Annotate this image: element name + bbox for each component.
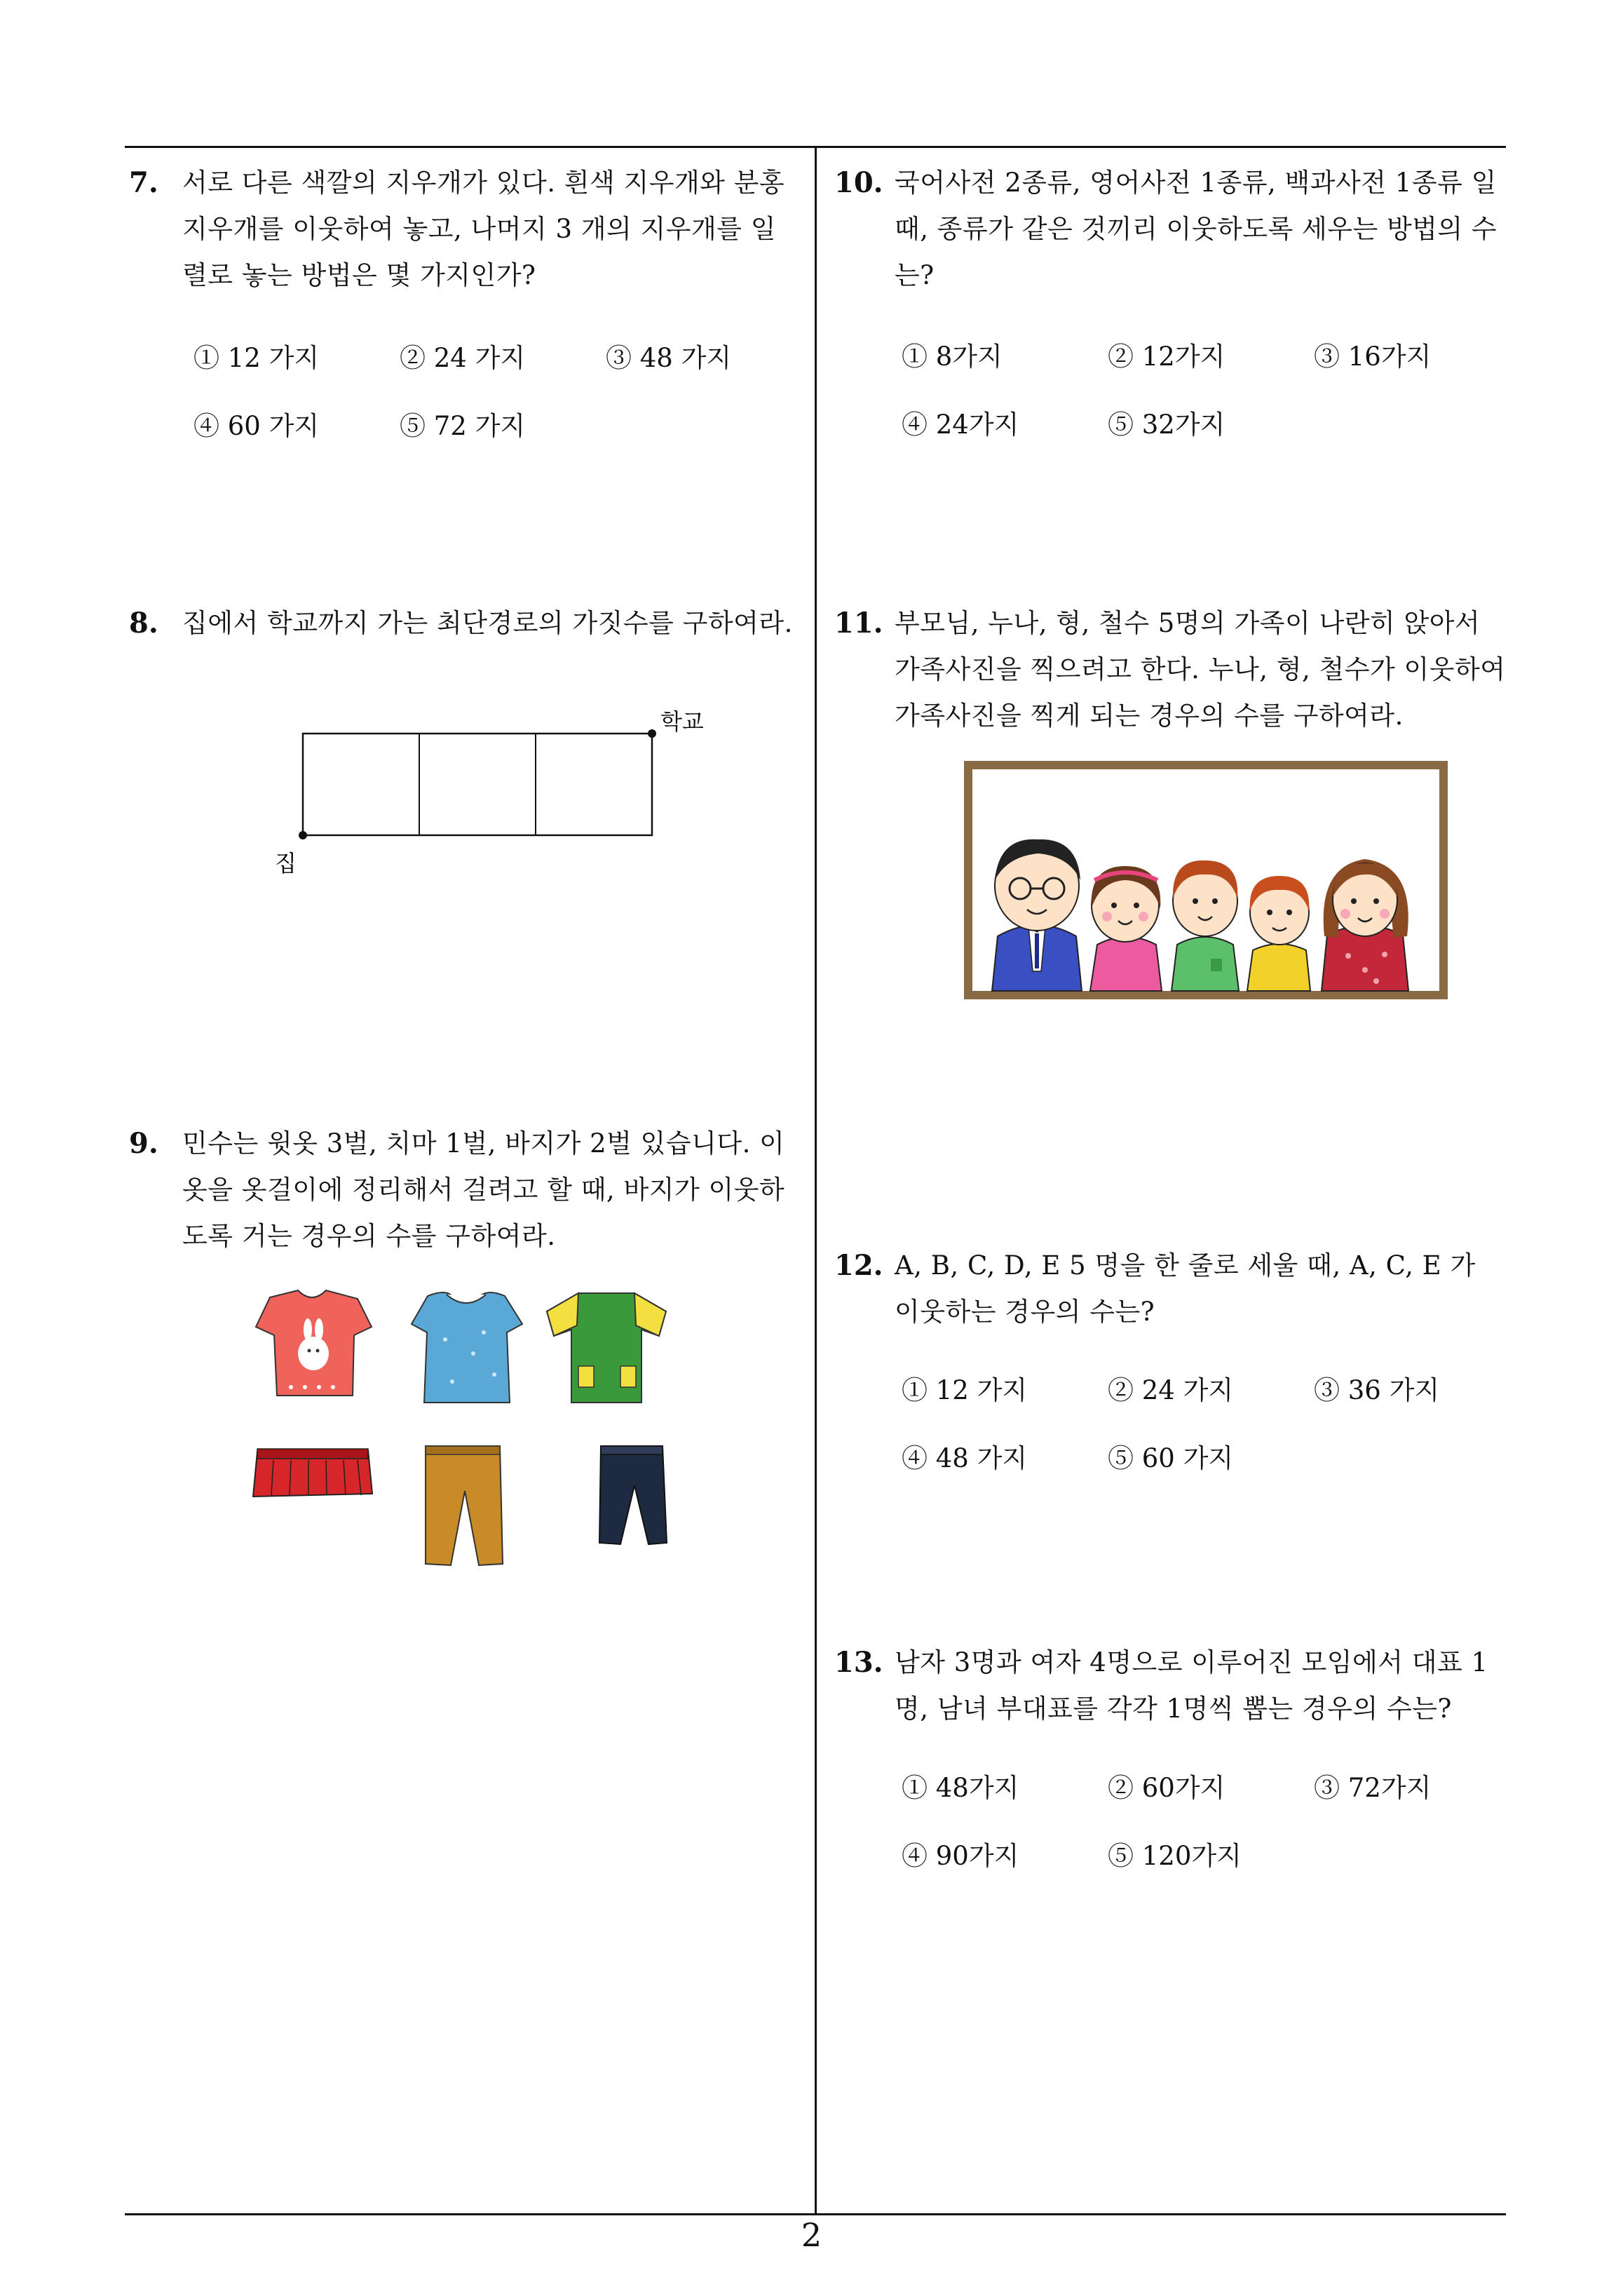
problem-7 xyxy=(129,160,802,468)
clothes-illustration xyxy=(242,1283,747,1578)
choice-5[interactable]: ⑤ 120가지 xyxy=(1108,1841,1242,1871)
problem-number: 7. xyxy=(129,166,158,199)
problem-number: 13. xyxy=(834,1646,883,1679)
problem-12 xyxy=(834,1243,1507,1509)
bottom-rule xyxy=(125,2213,1506,2215)
problem-10 xyxy=(834,160,1507,468)
choice-2[interactable]: ② 24 가지 xyxy=(1108,1375,1234,1405)
choice-1[interactable]: ① 12 가지 xyxy=(193,343,320,373)
red-skirt-image xyxy=(253,1449,372,1497)
problem-stem: 남자 3명과 여자 4명으로 이루어진 모임에서 대표 1 명, 남녀 부대표를 각각 1명씩 뽑는 경우의 수는? xyxy=(895,1647,1488,1724)
green-top-image xyxy=(547,1293,666,1403)
problem-stem: 집에서 학교까지 가는 최단경로의 가짓수를 구하여라. xyxy=(182,608,793,638)
problem-11 xyxy=(834,600,1507,755)
shortest-path-grid xyxy=(266,701,729,884)
problem-13 xyxy=(834,1640,1507,1906)
problem-stem: 서로 다른 색깔의 지우개가 있다. 흰색 지우개와 분홍 지우개를 이웃하여 놓고, 나머지 3 개의 지우개를 일 렬로 놓는 방법은 몇 가지인가? xyxy=(182,168,785,290)
choice-3[interactable]: ③ 48 가지 xyxy=(606,343,732,373)
choice-2[interactable]: ② 12가지 xyxy=(1108,342,1225,372)
choice-1[interactable]: ① 48가지 xyxy=(902,1773,1019,1803)
school-label: 학교 xyxy=(660,708,704,735)
choice-4[interactable]: ④ 60 가지 xyxy=(193,411,320,441)
problem-number: 11. xyxy=(834,607,883,640)
school-point xyxy=(648,729,656,738)
choice-2[interactable]: ② 24 가지 xyxy=(400,343,526,373)
red-shirt-image xyxy=(256,1290,372,1396)
father-figure xyxy=(992,839,1082,991)
mother-figure xyxy=(1322,859,1408,991)
choice-1[interactable]: ① 8가지 xyxy=(902,342,1003,372)
choice-1[interactable]: ① 12 가지 xyxy=(902,1375,1028,1405)
choice-4[interactable]: ④ 24가지 xyxy=(902,410,1019,440)
sister-figure xyxy=(1090,866,1162,991)
grid-outline xyxy=(303,734,652,835)
choice-2[interactable]: ② 60가지 xyxy=(1108,1773,1225,1803)
dark-jeans-image xyxy=(599,1446,667,1544)
problem-number: 10. xyxy=(834,166,883,199)
choice-5[interactable]: ⑤ 32가지 xyxy=(1108,410,1225,440)
choice-3[interactable]: ③ 16가지 xyxy=(1314,342,1432,372)
home-point xyxy=(299,831,307,839)
choice-4[interactable]: ④ 48 가지 xyxy=(902,1443,1028,1473)
family-photo-illustration xyxy=(964,761,1448,999)
problem-stem: A, B, C, D, E 5 명을 한 줄로 세울 때, A, C, E 가 이웃하는 경우의 수는? xyxy=(895,1250,1476,1327)
problem-stem: 민수는 윗옷 3벌, 치마 1벌, 바지가 2벌 있습니다. 이 옷을 옷걸이에 정리해서 걸려고 할 때, 바지가 이웃하 도록 거는 경우의 수를 구하여라. xyxy=(182,1128,785,1251)
choice-3[interactable]: ③ 36 가지 xyxy=(1314,1375,1440,1405)
choice-4[interactable]: ④ 90가지 xyxy=(902,1841,1019,1871)
blue-blouse-image xyxy=(412,1292,522,1403)
problem-stem: 부모님, 누나, 형, 철수 5명의 가족이 나란히 앉아서 가족사진을 찍으려고 한다. 누나, 형, 철수가 이웃하여 가족사진을 찍게 되는 경우의 수를 구하여라. xyxy=(895,608,1506,731)
problem-9 xyxy=(129,1121,802,1275)
page-number: 2 xyxy=(801,2216,822,2254)
cheolsu-figure xyxy=(1247,876,1310,991)
problem-number: 12. xyxy=(834,1249,883,1282)
brother-figure xyxy=(1172,860,1239,991)
choice-5[interactable]: ⑤ 60 가지 xyxy=(1108,1443,1234,1473)
choice-3[interactable]: ③ 72가지 xyxy=(1314,1773,1432,1803)
home-label: 집 xyxy=(275,850,297,877)
choice-5[interactable]: ⑤ 72 가지 xyxy=(400,411,526,441)
problem-stem: 국어사전 2종류, 영어사전 1종류, 백과사전 1종류 일 때, 종류가 같은 것끼리 이웃하도록 세우는 방법의 수 는? xyxy=(895,168,1498,290)
brown-pants-image xyxy=(426,1446,503,1565)
column-divider xyxy=(815,146,817,2215)
problem-number: 8. xyxy=(129,607,158,640)
problem-number: 9. xyxy=(129,1127,158,1160)
